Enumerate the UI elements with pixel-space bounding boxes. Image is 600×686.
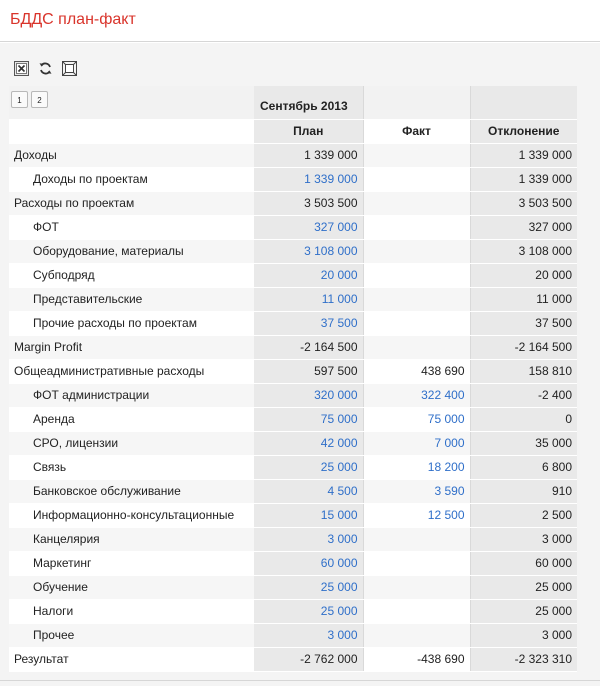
diff-value: 35 000 (470, 431, 577, 455)
row-label: Субподряд (9, 263, 254, 287)
fact-value-link[interactable]: 3 590 (363, 479, 470, 503)
plan-value-link[interactable]: 327 000 (254, 215, 363, 239)
header-empty (363, 86, 470, 119)
fact-value (363, 143, 470, 167)
fact-value (363, 191, 470, 215)
fact-value (363, 167, 470, 191)
page-2-button[interactable]: 2 (31, 91, 48, 108)
table-row (9, 575, 577, 599)
plan-value-link[interactable]: 60 000 (254, 551, 363, 575)
header-corner (9, 86, 254, 119)
row-label: СРО, лицензии (9, 431, 254, 455)
fact-value (363, 575, 470, 599)
plan-value-link[interactable]: 75 000 (254, 407, 363, 431)
table-row (9, 599, 577, 623)
fact-value (363, 239, 470, 263)
diff-value: 20 000 (470, 263, 577, 287)
report-panel (0, 43, 600, 686)
row-label: Налоги (9, 599, 254, 623)
row-label: Представительские (9, 287, 254, 311)
table-row (9, 479, 577, 503)
row-label: Связь (9, 455, 254, 479)
fact-value-link[interactable]: 18 200 (363, 455, 470, 479)
period-header: Сентябрь 2013 (254, 86, 363, 119)
table-row (9, 287, 577, 311)
row-label: ФОТ (9, 215, 254, 239)
plan-value: 1 339 000 (254, 143, 363, 167)
table-row (9, 215, 577, 239)
table-row (9, 527, 577, 551)
diff-value: 158 810 (470, 359, 577, 383)
row-label: Банковское обслуживание (9, 479, 254, 503)
plan-fact-table (9, 86, 577, 672)
report-grid (9, 86, 577, 672)
fact-value-link[interactable]: 12 500 (363, 503, 470, 527)
diff-value: 11 000 (470, 287, 577, 311)
column-header-diff: Отклонение (470, 119, 577, 143)
plan-value-link[interactable]: 3 108 000 (254, 239, 363, 263)
header-row-period (9, 86, 577, 119)
table-row (9, 623, 577, 647)
plan-value-link[interactable]: 11 000 (254, 287, 363, 311)
diff-value: 1 339 000 (470, 167, 577, 191)
plan-value-link[interactable]: 3 000 (254, 623, 363, 647)
bottom-divider (0, 680, 600, 681)
fact-value (363, 287, 470, 311)
row-label: Margin Profit (9, 335, 254, 359)
plan-value-link[interactable]: 20 000 (254, 263, 363, 287)
table-row (9, 455, 577, 479)
row-label: Общеадминистративные расходы (9, 359, 254, 383)
table-row (9, 359, 577, 383)
fact-value (363, 551, 470, 575)
fact-value: -438 690 (363, 647, 470, 671)
table-row (9, 167, 577, 191)
diff-value: 1 339 000 (470, 143, 577, 167)
row-label: Аренда (9, 407, 254, 431)
fact-value (363, 263, 470, 287)
header-empty (470, 86, 577, 119)
fullscreen-icon[interactable] (62, 61, 77, 76)
row-label: Маркетинг (9, 551, 254, 575)
excel-export-icon[interactable] (14, 61, 29, 76)
plan-value: 597 500 (254, 359, 363, 383)
page-1-button[interactable]: 1 (11, 91, 28, 108)
plan-value: -2 164 500 (254, 335, 363, 359)
fact-value (363, 215, 470, 239)
row-label: Прочие расходы по проектам (9, 311, 254, 335)
row-label: Оборудование, материалы (9, 239, 254, 263)
fact-value-link[interactable]: 75 000 (363, 407, 470, 431)
fact-value (363, 527, 470, 551)
plan-value: 3 503 500 (254, 191, 363, 215)
plan-value-link[interactable]: 1 339 000 (254, 167, 363, 191)
table-row (9, 191, 577, 215)
diff-value: 327 000 (470, 215, 577, 239)
plan-value-link[interactable]: 3 000 (254, 527, 363, 551)
plan-value-link[interactable]: 25 000 (254, 599, 363, 623)
table-row (9, 335, 577, 359)
table-row (9, 143, 577, 167)
table-row (9, 383, 577, 407)
table-row (9, 503, 577, 527)
row-label: Информационно-консультационные (9, 503, 254, 527)
pager (11, 91, 51, 108)
row-label: Прочее (9, 623, 254, 647)
header-row-columns (9, 119, 577, 143)
diff-value: 25 000 (470, 599, 577, 623)
row-label: Доходы (9, 143, 254, 167)
row-label: Результат (9, 647, 254, 671)
plan-value-link[interactable]: 15 000 (254, 503, 363, 527)
diff-value: 25 000 (470, 575, 577, 599)
fact-value (363, 599, 470, 623)
row-label: Обучение (9, 575, 254, 599)
plan-value-link[interactable]: 42 000 (254, 431, 363, 455)
row-label: Доходы по проектам (9, 167, 254, 191)
diff-value: -2 323 310 (470, 647, 577, 671)
fact-value-link[interactable]: 322 400 (363, 383, 470, 407)
diff-value: 910 (470, 479, 577, 503)
diff-value: 60 000 (470, 551, 577, 575)
diff-value: 0 (470, 407, 577, 431)
table-row (9, 407, 577, 431)
row-label: Расходы по проектам (9, 191, 254, 215)
header-label-blank (9, 119, 254, 143)
plan-value-link[interactable]: 4 500 (254, 479, 363, 503)
fact-value (363, 311, 470, 335)
fact-value-link[interactable]: 7 000 (363, 431, 470, 455)
diff-value: 37 500 (470, 311, 577, 335)
table-row (9, 263, 577, 287)
row-label: ФОТ администрации (9, 383, 254, 407)
plan-value: -2 762 000 (254, 647, 363, 671)
column-header-fact: Факт (363, 119, 470, 143)
title-bar (0, 0, 600, 42)
table-row (9, 311, 577, 335)
diff-value: -2 400 (470, 383, 577, 407)
row-label: Канцелярия (9, 527, 254, 551)
page-title: БДДС план-факт (10, 11, 136, 28)
diff-value: 3 000 (470, 527, 577, 551)
plan-value-link[interactable]: 320 000 (254, 383, 363, 407)
table-row (9, 239, 577, 263)
table-row (9, 647, 577, 671)
plan-value-link[interactable]: 25 000 (254, 575, 363, 599)
column-header-plan: План (254, 119, 363, 143)
diff-value: 2 500 (470, 503, 577, 527)
fact-value (363, 623, 470, 647)
fact-value (363, 335, 470, 359)
diff-value: -2 164 500 (470, 335, 577, 359)
fact-value: 438 690 (363, 359, 470, 383)
refresh-icon[interactable] (38, 61, 53, 76)
diff-value: 3 000 (470, 623, 577, 647)
table-row (9, 551, 577, 575)
plan-value-link[interactable]: 25 000 (254, 455, 363, 479)
plan-value-link[interactable]: 37 500 (254, 311, 363, 335)
diff-value: 6 800 (470, 455, 577, 479)
diff-value: 3 108 000 (470, 239, 577, 263)
diff-value: 3 503 500 (470, 191, 577, 215)
table-row (9, 431, 577, 455)
